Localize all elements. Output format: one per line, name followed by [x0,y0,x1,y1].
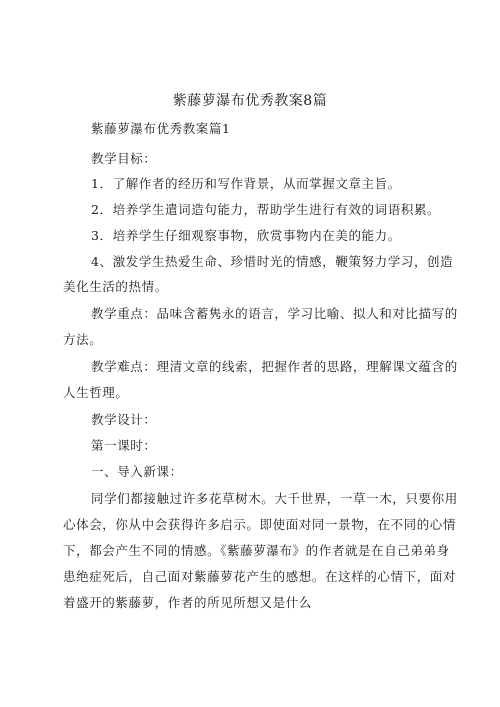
key-points-line-2: 方法。 [63,332,103,347]
objective-4-line-1: 4、激发学生热爱生命、珍惜时光的情感，鞭策努力学习，创造 [91,254,454,269]
intro-line-1: 同学们都接触过许多花草树木。大千世界，一草一木，只要你用 [91,491,458,506]
design-heading: 教学设计： [91,412,157,427]
key-points-line-1: 教学重点：品味含蓄隽永的语言，学习比喻、拟人和对比描写的 [91,306,458,321]
document-title: 紫藤萝瀑布优秀教案8篇 [172,93,328,109]
difficulty-line-1: 教学难点：理清文章的线索，把握作者的思路，理解课文蕴含的 [91,359,458,374]
section-heading: 一、导入新课： [91,464,183,479]
intro-line-5: 着盛开的紫藤萝，作者的所见所想又是什么 [63,595,312,610]
difficulty-line-2: 人生哲理。 [63,385,129,400]
subtitle: 紫藤萝瀑布优秀教案篇1 [91,121,231,136]
objective-3: 3．培养学生仔细观察事物，欣赏事物内在美的能力。 [91,228,401,243]
intro-line-3: 下，都会产生不同的情感。《紫藤萝瀑布》的作者就是在自己弟弟身 [63,543,450,558]
intro-line-2: 心体会，你从中会获得许多启示。即使面对同一景物，在不同的心情 [63,517,457,532]
objective-4-line-2: 美化生活的热情。 [63,279,168,294]
objective-2: 2．培养学生遣词造句能力，帮助学生进行有效的词语积累。 [91,202,441,217]
objectives-heading: 教学目标： [91,151,157,166]
intro-line-4: 患绝症死后，自己面对紫藤萝花产生的感想。在这样的心情下，面对 [63,569,457,584]
objective-1: 1．了解作者的经历和写作背景，从而掌握文章主旨。 [91,176,401,191]
lesson-heading: 第一课时： [91,438,157,453]
